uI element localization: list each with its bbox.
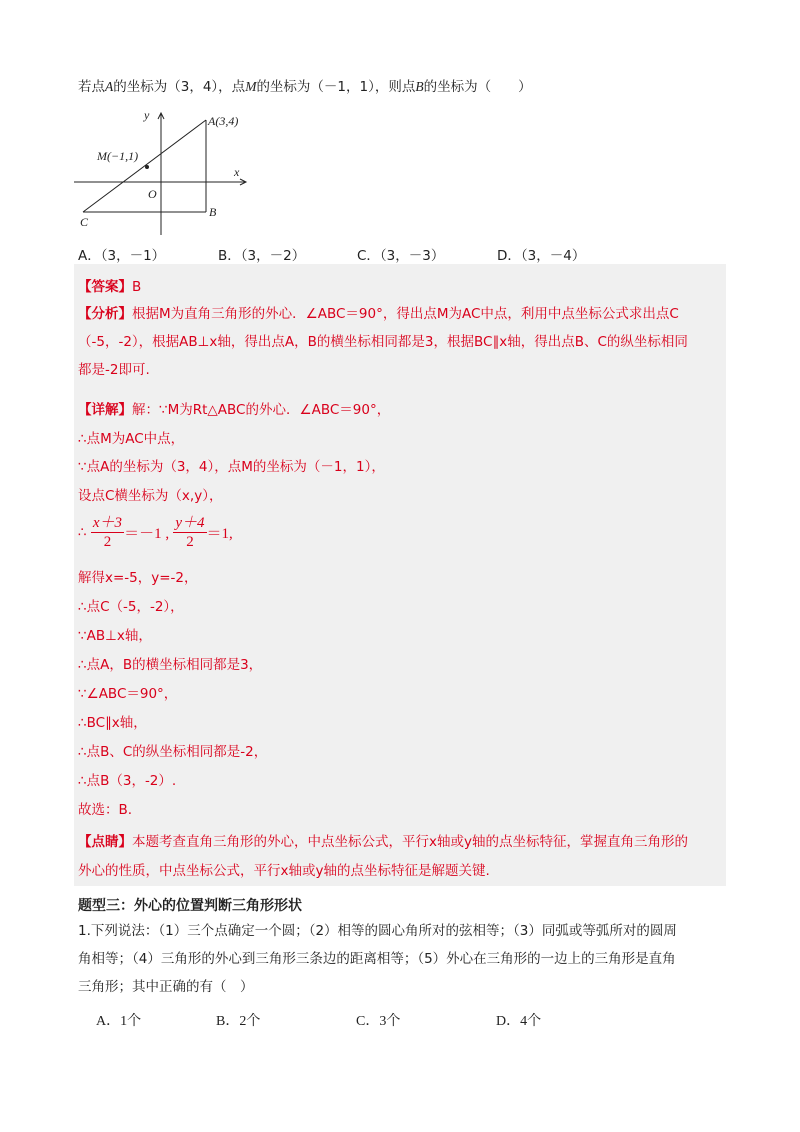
y-axis-label: y xyxy=(144,108,150,122)
point-a-label: A(3,4) xyxy=(208,114,239,128)
analysis-line-2: （-5，-2），根据AB⊥x轴，得出点A，B的横坐标相同都是3，根据BC∥x轴，得出点B、C的纵坐标相同 xyxy=(78,334,688,350)
option-b[interactable]: B．（3，－2） xyxy=(218,248,306,264)
fraction-y-denominator: 2 xyxy=(186,534,194,550)
comment-tag: 【点睛】 xyxy=(78,834,132,850)
detail-text: 解：∵M为Rt△ABC的外心．∠ABC＝90°， xyxy=(132,402,391,418)
q2-line-3: 三角形；其中正确的有（ ） xyxy=(78,979,254,995)
equation-mid: ＝－1 , xyxy=(124,526,170,542)
detail-line-10: ∵∠ABC＝90°， xyxy=(78,686,178,702)
point-b-ref: B xyxy=(415,79,424,94)
comment-text: 本题考查直角三角形的外心，中点坐标公式，平行x轴或y轴的点坐标特征，掌握直角三角形的 xyxy=(132,834,688,850)
analysis-line-1 xyxy=(78,302,679,322)
option-c[interactable]: C．（3，－3） xyxy=(357,248,445,264)
fraction-x-denominator: 2 xyxy=(103,534,112,550)
equation-end: ＝1, xyxy=(206,526,233,542)
therefore-symbol: ∴ xyxy=(78,524,87,541)
q2-option-c[interactable]: C．3个 xyxy=(356,1014,401,1029)
question-part: 若点 xyxy=(78,79,105,95)
origin-label: O xyxy=(148,187,157,201)
q2-line-2: 角相等；（4）三角形的外心到三角形三条边的距离相等；（5）外心在三角形的一边上的三角形是直角 xyxy=(78,951,676,967)
detail-line-12: ∴点B、C的纵坐标相同都是-2， xyxy=(78,744,268,760)
point-m-label: M(−1,1) xyxy=(97,149,139,163)
detail-line-13: ∴点B（3，-2）. xyxy=(78,773,177,789)
question-part: 的坐标为（ ） xyxy=(423,79,532,95)
detail-equation xyxy=(78,514,233,551)
analysis-tag: 【分析】 xyxy=(78,306,132,322)
fraction-y-numerator: y＋4 xyxy=(175,515,205,531)
point-b-label: B xyxy=(209,205,217,219)
detail-tag: 【详解】 xyxy=(78,402,132,418)
detail-line-4: 设点C横坐标为（x,y）， xyxy=(78,488,223,504)
answer-line xyxy=(78,275,141,295)
detail-line-1 xyxy=(78,398,390,418)
question-part: 的坐标为（－1，1），则点 xyxy=(256,79,416,95)
point-a-ref: A xyxy=(105,79,114,94)
detail-line-3: ∵点A的坐标为（3，4），点M的坐标为（－1，1）， xyxy=(78,459,385,475)
question-text xyxy=(78,78,532,96)
q2-line-1: 1.下列说法：（1）三个点确定一个圆；（2）相等的圆心角所对的弦相等；（3）同弧或等弧所对的圆周 xyxy=(78,923,677,939)
comment-line-1 xyxy=(78,830,688,850)
point-m-ref: M xyxy=(245,79,257,94)
detail-line-14: 故选：B. xyxy=(78,802,133,818)
coordinate-figure xyxy=(74,105,254,235)
fraction-x-numerator: x＋3 xyxy=(92,515,123,531)
detail-line-6: 解得x=-5，y=-2， xyxy=(78,570,198,586)
detail-line-2: ∴点M为AC中点， xyxy=(78,431,185,447)
detail-line-11: ∴BC∥x轴， xyxy=(78,715,147,731)
question-part: 的坐标为（3，4），点 xyxy=(113,79,246,95)
answer-tag: 【答案】 xyxy=(78,279,132,295)
analysis-line-3: 都是-2即可. xyxy=(78,362,150,378)
q2-option-d[interactable]: D．4个 xyxy=(496,1014,542,1029)
q2-option-a[interactable]: A．1个 xyxy=(96,1014,142,1029)
point-c-label: C xyxy=(80,215,89,229)
detail-line-9: ∴点A，B的横坐标相同都是3， xyxy=(78,657,263,673)
detail-line-8: ∵AB⊥x轴， xyxy=(78,628,152,644)
fraction-x xyxy=(91,514,124,551)
x-axis-label: x xyxy=(234,165,240,179)
section-heading: 题型三：外心的位置判断三角形形状 xyxy=(78,898,302,914)
option-a[interactable]: A．（3，－1） xyxy=(78,248,166,264)
analysis-text: 根据M为直角三角形的外心．∠ABC＝90°，得出点M为AC中点，利用中点坐标公式求出点C xyxy=(132,306,679,322)
detail-line-7: ∴点C（-5，-2）， xyxy=(78,599,184,615)
option-d[interactable]: D．（3，－4） xyxy=(497,248,586,264)
point-m-dot xyxy=(145,165,149,169)
q2-option-b[interactable]: B．2个 xyxy=(216,1014,261,1029)
answer-value: B xyxy=(132,279,142,295)
segment-ca xyxy=(83,120,206,212)
fraction-y xyxy=(173,514,206,551)
comment-line-2: 外心的性质，中点坐标公式，平行x轴或y轴的点坐标特征是解题关键. xyxy=(78,863,490,879)
